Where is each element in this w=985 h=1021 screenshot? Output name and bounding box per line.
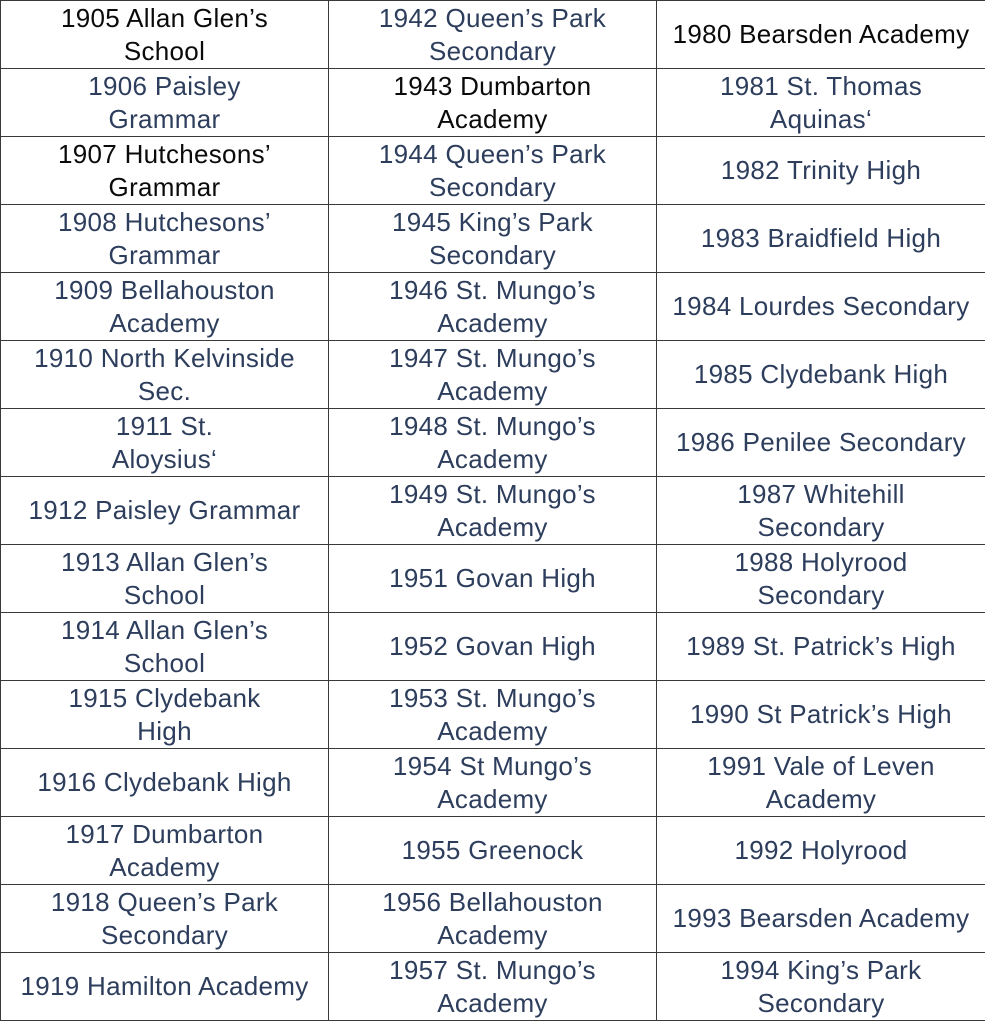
table-row — [1, 69, 985, 137]
table-row — [1, 749, 985, 817]
table-cell: 1905 Allan Glen’s School — [1, 1, 329, 69]
table-cell: 1956 Bellahouston Academy — [329, 885, 657, 953]
table-cell: 1913 Allan Glen’s School — [1, 545, 329, 613]
table-cell: 1912 Paisley Grammar — [1, 477, 329, 545]
table-row — [1, 545, 985, 613]
table-cell: 1951 Govan High — [329, 545, 657, 613]
table-cell: 1948 St. Mungo’s Academy — [329, 409, 657, 477]
table-cell: 1982 Trinity High — [657, 137, 985, 205]
table-row — [1, 205, 985, 273]
table-cell: 1984 Lourdes Secondary — [657, 273, 985, 341]
table-cell: 1942 Queen’s Park Secondary — [329, 1, 657, 69]
table-row — [1, 953, 985, 1021]
table-cell: 1993 Bearsden Academy — [657, 885, 985, 953]
table-row — [1, 341, 985, 409]
table-cell: 1952 Govan High — [329, 613, 657, 681]
table-cell: 1946 St. Mungo’s Academy — [329, 273, 657, 341]
table-cell: 1992 Holyrood — [657, 817, 985, 885]
table-cell: 1906 Paisley Grammar — [1, 69, 329, 137]
table-cell: 1916 Clydebank High — [1, 749, 329, 817]
table-cell: 1990 St Patrick’s High — [657, 681, 985, 749]
table-cell: 1980 Bearsden Academy — [657, 1, 985, 69]
table-cell: 1919 Hamilton Academy — [1, 953, 329, 1021]
table-row — [1, 137, 985, 205]
table-cell: 1983 Braidfield High — [657, 205, 985, 273]
table-cell: 1987 Whitehill Secondary — [657, 477, 985, 545]
table-cell: 1943 Dumbarton Academy — [329, 69, 657, 137]
table-cell: 1908 Hutchesons’ Grammar — [1, 205, 329, 273]
table-row — [1, 885, 985, 953]
table-cell: 1955 Greenock — [329, 817, 657, 885]
table-body — [1, 1, 985, 1021]
table-cell: 1945 King’s Park Secondary — [329, 205, 657, 273]
table-cell: 1944 Queen’s Park Secondary — [329, 137, 657, 205]
table-cell: 1915 Clydebank High — [1, 681, 329, 749]
table-cell: 1949 St. Mungo’s Academy — [329, 477, 657, 545]
table-cell: 1910 North Kelvinside Sec. — [1, 341, 329, 409]
table-row — [1, 409, 985, 477]
table-row — [1, 613, 985, 681]
table-cell: 1981 St. Thomas Aquinas‘ — [657, 69, 985, 137]
table-cell: 1914 Allan Glen’s School — [1, 613, 329, 681]
table-row — [1, 1, 985, 69]
table-row — [1, 817, 985, 885]
table-cell: 1909 Bellahouston Academy — [1, 273, 329, 341]
table-cell: 1953 St. Mungo’s Academy — [329, 681, 657, 749]
table-cell: 1989 St. Patrick’s High — [657, 613, 985, 681]
table-row — [1, 681, 985, 749]
table-row — [1, 273, 985, 341]
table-cell: 1917 Dumbarton Academy — [1, 817, 329, 885]
table-cell: 1988 Holyrood Secondary — [657, 545, 985, 613]
table-cell: 1911 St. Aloysius‘ — [1, 409, 329, 477]
table-cell: 1986 Penilee Secondary — [657, 409, 985, 477]
table-cell: 1954 St Mungo’s Academy — [329, 749, 657, 817]
table-cell: 1907 Hutchesons’ Grammar — [1, 137, 329, 205]
table-row — [1, 477, 985, 545]
table-cell: 1991 Vale of Leven Academy — [657, 749, 985, 817]
table-cell: 1994 King’s Park Secondary — [657, 953, 985, 1021]
table-cell: 1947 St. Mungo’s Academy — [329, 341, 657, 409]
table-cell: 1957 St. Mungo’s Academy — [329, 953, 657, 1021]
table-cell: 1985 Clydebank High — [657, 341, 985, 409]
table-cell: 1918 Queen’s Park Secondary — [1, 885, 329, 953]
